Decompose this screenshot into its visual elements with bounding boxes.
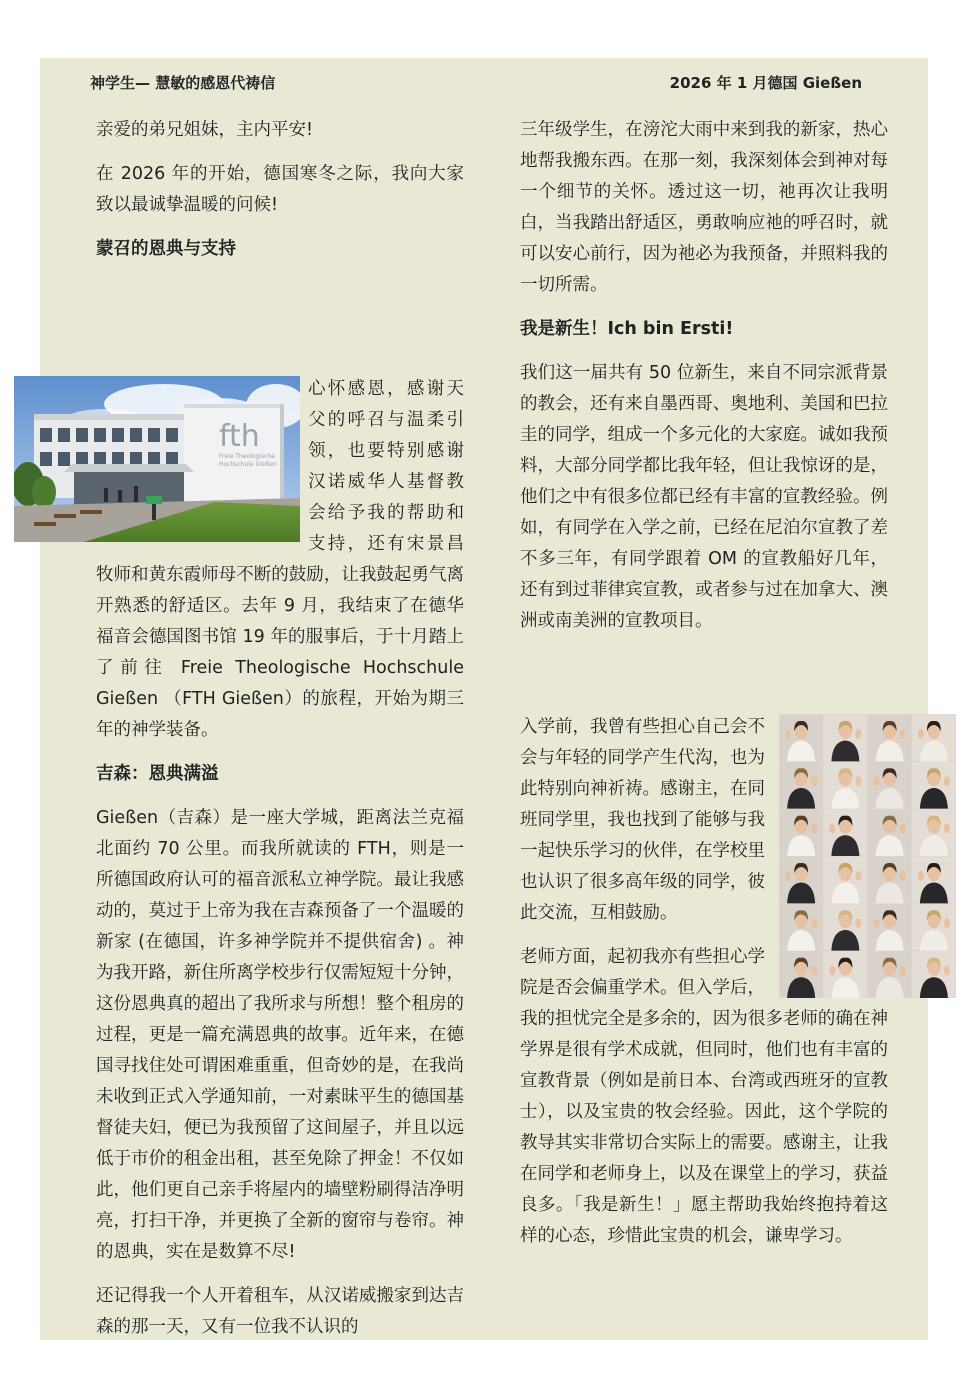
heading-giessen: 吉森：恩典满溢 bbox=[96, 764, 219, 784]
paragraph-moving: 还记得我一个人开着租车，从汉诺威搬家到达吉森的那一天，又有一位我不认识的 bbox=[96, 1286, 464, 1337]
building-sign-line2: Hochschule Gießen bbox=[219, 461, 277, 468]
header-title: 神学生— 慧敏的感恩代祷信 bbox=[90, 74, 276, 92]
left-column bbox=[96, 115, 464, 1356]
paragraph-teachers: 老师方面，起初我亦有些担心学院是否会偏重学术。但入学后，我的担忧完全是多余的，因为很多老师的确在神学界是很有学术成就，但同时，他们也有丰富的宣教背景（例如是前日本、台湾或西班牙的宣教士），以及宝贵的牧会经验。因此，这个学院的教导其实非常切合实际上的需要。感谢主，让我在同学和老师身上，以及在课堂上的学习，获益良多。「我是新生！」愿主帮助我始终抱持着这样的心态，珍惜此宝贵的机会，谦卑学习。 bbox=[520, 947, 888, 1246]
classmates-photo-grid bbox=[779, 714, 956, 998]
right-column bbox=[520, 115, 888, 1265]
building-sign-line1: Freie Theologische bbox=[219, 453, 275, 460]
heading-calling: 蒙召的恩典与支持 bbox=[96, 239, 236, 259]
paragraph-friends-text: 入学前，我曾有些担心自己会不会与年轻的同学产生代沟，也为此特别向神祈祷。感谢主，在同班同学里，我也找到了能够与我一起快乐学习的伙伴，在学校里也认识了很多高年级的同学，彼此交流，互相鼓励。 bbox=[520, 717, 765, 923]
header-date: 2026 年 1 月德国 Gießen bbox=[669, 74, 862, 92]
heading-freshman: 我是新生！Ich bin Ersti! bbox=[520, 319, 734, 339]
paragraph-classmates: 我们这一届共有 50 位新生，来自不同宗派背景的教会，还有来自墨西哥、奥地利、美国和巴拉圭的同学，组成一个多元化的大家庭。诚如我预料，大部分同学都比我年轻，但让我惊讶的是，他们之中有很多位都已经有丰富的宣教经验。例如，有同学在入学之前，已经在尼泊尔宣教了差不多三年，有同学跟着 OM 的宣教船好几年，还有到过菲律宾宣教，或者参与过在加拿大、澳洲或南美洲的宣教项目。 bbox=[520, 363, 888, 631]
paragraph-giessen: Gießen（吉森）是一座大学城，距离法兰克福北面约 70 公里。而我所就读的 FTH，则是一所德国政府认可的福音派私立神学院。最让我感动的，莫过于上帝为我在吉森预备了一个温暖的新家 (在德国，许多神学院并不提供宿舍) 。神为我开路，新住所离学校步行仅需短短十分钟，这份恩典真的超出了我所求与所想！整个租房的过程，更是一篇充满恩典的故事。近年来，在德国寻找住处可谓困难重重，但奇妙的是，在我尚未收到正式入学通知前，一对素昧平生的德国基督徒夫妇，便已为我预留了这间屋子，并且以远低于市价的租金出租，甚至免除了押金！不仅如此，他们更自己亲手将屋内的墙壁粉刷得洁净明亮，打扫干净，并更换了全新的窗帘与卷帘。神的恩典，实在是数算不尽! bbox=[96, 808, 464, 1262]
paragraph-helper: 三年级学生，在滂沱大雨中来到我的新家，热心地帮我搬东西。在那一刻，我深刻体会到神对每一个细节的关怀。透过这一切，祂再次让我明白，当我踏出舒适区，勇敢响应祂的呼召时，就可以安心前行，因为祂必为我预备，并照料我的一切所需。 bbox=[520, 120, 888, 295]
building-sign-fth: fth bbox=[219, 419, 260, 454]
float-spacer bbox=[96, 278, 464, 374]
paragraph-calling-text: 心怀感恩，感谢天父的呼召与温柔引领，也要特别感谢汉诺威华人基督教会给予我的帮助和支持，还有宋景昌牧师和黄东霞师母不断的鼓励，让我鼓起勇气离开熟悉的舒适区。去年 9 月，我结束了在德华福音会德国图书馆 19 年的服事后，于十月踏上了前往 Freie Theologische Hochschule Gießen （FTH Gießen）的旅程，开始为期三年的神学装备。 bbox=[96, 379, 464, 740]
paragraph-friends bbox=[520, 650, 888, 929]
intro-paragraph: 在 2026 年的开始，德国寒冬之际，我向大家致以最诚挚温暖的问候! bbox=[96, 164, 464, 215]
greeting: 亲爱的弟兄姐妹，主内平安! bbox=[96, 120, 314, 140]
float-spacer bbox=[520, 650, 888, 712]
paragraph-calling bbox=[96, 278, 464, 746]
fth-building-photo bbox=[14, 376, 300, 542]
